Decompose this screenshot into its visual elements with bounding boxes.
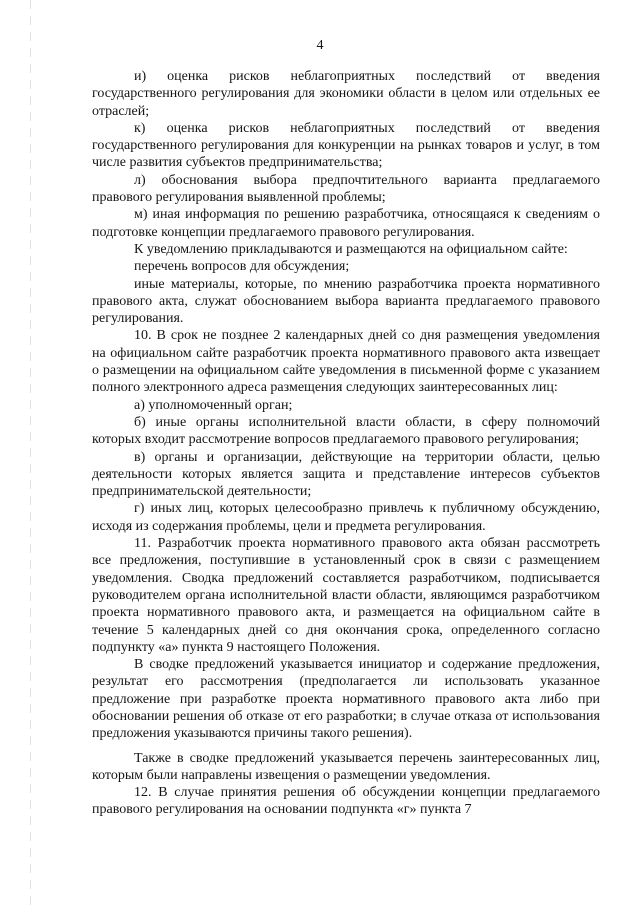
paragraph-item-m: м) иная информация по решению разработчика, относящаяся к сведениям о подготовке концепции предлагаемого правового регулирования. bbox=[92, 207, 600, 240]
paragraph-questions-list: перечень вопросов для обсуждения; bbox=[134, 259, 350, 275]
paragraph-clause-10: 10. В срок не позднее 2 календарных дней со дня размещения уведомления на официальном сайте разработчик проекта нормативного правового акта извещает о размещении на официальном сайте уведомления в письменной форме с указанием полного электронного адреса размещения следующих заинтересованных лиц: bbox=[92, 328, 600, 396]
paragraph-summary-recipients: Также в сводке предложений указывается перечень заинтересованных лиц, которым были направлены извещения о размещении уведомления. bbox=[92, 750, 600, 783]
paragraph-item-b: б) иные органы исполнительной власти области, в сферу полномочий которых входит рассмотрение вопросов предлагаемого правового регулирования; bbox=[92, 414, 600, 448]
document-body bbox=[92, 68, 600, 819]
paragraph-item-i: и) оценка рисков неблагоприятных последствий от введения государственного регулирования для экономики области в целом или отдельных ее отраслей; bbox=[92, 69, 600, 119]
paragraph-item-k: к) оценка рисков неблагоприятных последствий от введения государственного регулирования для конкуренции на рынках товаров и услуг, в том числе развития субъектов предпринимательства; bbox=[92, 120, 600, 171]
page-number: 4 bbox=[316, 38, 324, 53]
paragraph-item-a: а) уполномоченный орган; bbox=[134, 397, 293, 413]
paragraph-summary-contents: В сводке предложений указывается инициатор и содержание предложения, результат его рассмотрения (предполагается ли использовать указанное предложение при разработке проекта нормативного правового акта либо при обосновании решения об отказе от его разработки; в случае отказа от использования предложения указываются причины такого решения). bbox=[92, 657, 600, 742]
paragraph-item-g: г) иных лиц, которых целесообразно привлечь к публичному обсуждению, исходя из содержания проблемы, цели и предмета регулирования. bbox=[92, 501, 600, 534]
scan-edge-mark bbox=[30, 0, 31, 905]
paragraph-other-materials: иные материалы, которые, по мнению разработчика проекта нормативного правового акта, служат обоснованием выбора варианта предлагаемого правового регулирования. bbox=[92, 276, 600, 327]
paragraph-item-l: л) обоснования выбора предпочтительного варианта предлагаемого правового регулирования выявленной проблемы; bbox=[92, 172, 600, 206]
paragraph-item-v: в) органы и организации, действующие на территории области, целью деятельности которых является защита и представление интересов субъектов предпринимательской деятельности; bbox=[92, 449, 600, 500]
paragraph-clause-12: 12. В случае принятия решения об обсуждении концепции предлагаемого правового регулирования на основании подпункта «г» пункта 7 bbox=[92, 785, 600, 818]
paragraph-clause-11: 11. Разработчик проекта нормативного правового акта обязан рассмотреть все предложения, поступившие в установленный срок в связи с размещением уведомления. Сводка предложений составляется разработчиком, подписывается руководителем органа исполнительной власти области, являющимся разработчиком проекта нормативного правового акта, и размещается на официальном сайте в течение 5 календарных дней со дня окончания срока, определенного согласно подпункту «а» пункта 9 настоящего Положения. bbox=[92, 536, 600, 655]
paragraph-attachments-intro: К уведомлению прикладываются и размещаются на официальном сайте: bbox=[134, 241, 568, 257]
